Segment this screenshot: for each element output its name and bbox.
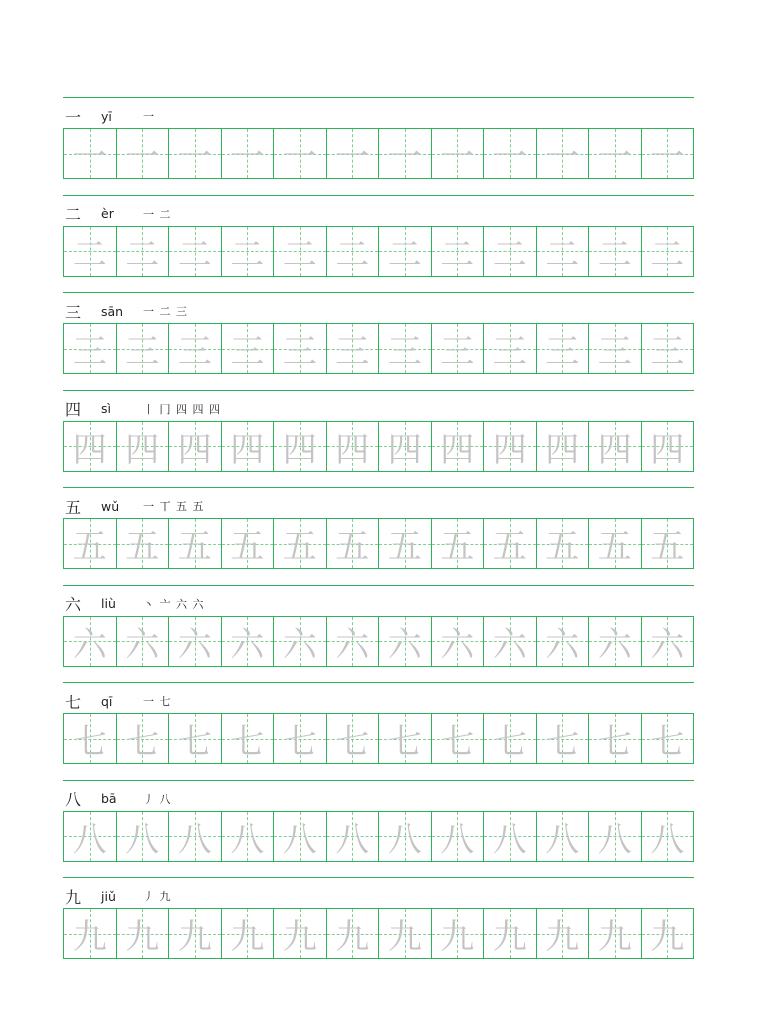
- trace-character: 一: [230, 137, 265, 177]
- tian-zi-cell[interactable]: [222, 909, 275, 958]
- tian-zi-cell[interactable]: [432, 909, 485, 958]
- trace-character: 五: [72, 527, 107, 567]
- trace-character: 二: [387, 234, 422, 275]
- row-separator-line: [63, 780, 694, 781]
- trace-character: 七: [545, 722, 580, 762]
- tian-zi-cell[interactable]: [117, 714, 170, 763]
- tian-zi-cell[interactable]: [432, 129, 485, 178]
- tian-zi-cell[interactable]: [589, 422, 642, 471]
- practice-row: [63, 585, 694, 683]
- trace-character: 五: [545, 527, 580, 567]
- trace-character: 九: [387, 917, 422, 957]
- tian-zi-cell[interactable]: [589, 129, 642, 178]
- tian-zi-cell[interactable]: [64, 519, 117, 568]
- tracing-grid: [63, 908, 694, 959]
- tian-zi-cell[interactable]: [327, 812, 380, 861]
- character-label: 二: [65, 205, 82, 224]
- tian-zi-cell[interactable]: [222, 227, 275, 276]
- tian-zi-cell[interactable]: [274, 519, 327, 568]
- tian-zi-cell[interactable]: [169, 519, 222, 568]
- trace-character: 五: [650, 527, 685, 567]
- stroke-order-label: 一 二: [143, 207, 172, 221]
- row-separator-line: [63, 487, 694, 488]
- trace-character: 九: [125, 917, 160, 957]
- row-separator-line: [63, 97, 694, 98]
- tracing-grid: [63, 226, 694, 277]
- tian-zi-cell[interactable]: [222, 422, 275, 471]
- practice-row: [63, 487, 694, 585]
- trace-character: 九: [230, 917, 265, 957]
- row-header: [65, 300, 188, 322]
- tian-zi-cell[interactable]: [169, 714, 222, 763]
- trace-character: 三: [230, 332, 265, 372]
- trace-character: 三: [335, 332, 370, 372]
- tian-zi-cell[interactable]: [379, 714, 432, 763]
- tian-zi-cell[interactable]: [64, 324, 117, 373]
- character-label: 四: [65, 400, 82, 419]
- tian-zi-cell[interactable]: [117, 909, 170, 958]
- trace-character: 二: [492, 234, 527, 275]
- trace-character: 七: [125, 722, 160, 762]
- tian-zi-cell[interactable]: [484, 324, 537, 373]
- tian-zi-cell[interactable]: [537, 129, 590, 178]
- trace-character: 六: [650, 624, 685, 665]
- tian-zi-cell[interactable]: [484, 519, 537, 568]
- trace-character: 四: [650, 429, 685, 470]
- tian-zi-cell[interactable]: [327, 714, 380, 763]
- tian-zi-cell[interactable]: [274, 714, 327, 763]
- row-separator-line: [63, 195, 694, 196]
- tian-zi-cell[interactable]: [589, 519, 642, 568]
- trace-character: 六: [177, 624, 212, 665]
- tian-zi-cell[interactable]: [169, 812, 222, 861]
- tian-zi-cell[interactable]: [379, 519, 432, 568]
- trace-character: 七: [492, 722, 527, 762]
- trace-character: 七: [387, 722, 422, 762]
- stroke-order-label: 一: [143, 110, 155, 123]
- tian-zi-cell[interactable]: [64, 227, 117, 276]
- tian-zi-cell[interactable]: [327, 519, 380, 568]
- trace-character: 七: [597, 722, 632, 762]
- character-label: 七: [65, 692, 82, 712]
- row-separator-line: [63, 682, 694, 683]
- trace-character: 六: [492, 624, 527, 665]
- tian-zi-cell[interactable]: [274, 422, 327, 471]
- trace-character: 三: [72, 332, 107, 372]
- tracing-grid: [63, 713, 694, 764]
- tian-zi-cell[interactable]: [589, 227, 642, 276]
- trace-character: 六: [125, 624, 160, 665]
- pinyin-label: wǔ: [101, 498, 120, 514]
- practice-row: [63, 780, 694, 878]
- pinyin-label: bā: [101, 791, 117, 806]
- trace-character: 一: [492, 137, 527, 177]
- trace-character: 五: [387, 527, 422, 567]
- tian-zi-cell[interactable]: [327, 617, 380, 666]
- tian-zi-cell[interactable]: [379, 227, 432, 276]
- tian-zi-cell[interactable]: [537, 422, 590, 471]
- tian-zi-cell[interactable]: [642, 422, 694, 471]
- trace-character: 九: [177, 917, 212, 957]
- trace-character: 二: [650, 234, 685, 275]
- trace-character: 八: [282, 819, 317, 860]
- trace-character: 四: [387, 429, 422, 470]
- tian-zi-cell[interactable]: [222, 129, 275, 178]
- tian-zi-cell[interactable]: [379, 617, 432, 666]
- row-separator-line: [63, 585, 694, 586]
- tian-zi-cell[interactable]: [379, 129, 432, 178]
- trace-character: 九: [335, 917, 370, 957]
- tian-zi-cell[interactable]: [589, 617, 642, 666]
- trace-character: 五: [125, 527, 160, 567]
- stroke-order-label: 丿 九: [143, 890, 172, 903]
- character-label: 六: [65, 595, 82, 614]
- trace-character: 一: [282, 137, 317, 177]
- row-separator-line: [63, 877, 694, 878]
- trace-character: 二: [545, 234, 580, 275]
- trace-character: 八: [335, 819, 370, 860]
- trace-character: 六: [230, 624, 265, 665]
- tian-zi-cell[interactable]: [117, 324, 170, 373]
- trace-character: 八: [440, 819, 475, 860]
- trace-character: 六: [545, 624, 580, 665]
- tian-zi-cell[interactable]: [589, 812, 642, 861]
- tian-zi-cell[interactable]: [327, 422, 380, 471]
- tian-zi-cell[interactable]: [64, 129, 117, 178]
- trace-character: 二: [335, 234, 370, 275]
- tian-zi-cell[interactable]: [117, 617, 170, 666]
- practice-row: [63, 97, 694, 195]
- tian-zi-cell[interactable]: [537, 909, 590, 958]
- tian-zi-cell[interactable]: [642, 129, 694, 178]
- tian-zi-cell[interactable]: [484, 227, 537, 276]
- tian-zi-cell[interactable]: [642, 812, 694, 861]
- practice-row: [63, 877, 694, 975]
- pinyin-label: èr: [101, 206, 114, 221]
- pinyin-label: qī: [101, 693, 113, 709]
- tian-zi-cell[interactable]: [537, 227, 590, 276]
- tian-zi-cell[interactable]: [379, 909, 432, 958]
- tian-zi-cell[interactable]: [432, 227, 485, 276]
- trace-character: 一: [335, 137, 370, 177]
- trace-character: 三: [650, 332, 685, 372]
- character-label: 一: [65, 107, 82, 127]
- trace-character: 八: [492, 819, 527, 860]
- trace-character: 九: [282, 917, 317, 957]
- trace-character: 六: [282, 624, 317, 665]
- trace-character: 一: [177, 137, 212, 177]
- tian-zi-cell[interactable]: [64, 812, 117, 861]
- trace-character: 五: [597, 527, 632, 567]
- row-separator-line: [63, 292, 694, 293]
- trace-character: 四: [230, 429, 265, 470]
- pinyin-label: jiǔ: [101, 888, 116, 904]
- pinyin-label: sān: [101, 303, 124, 319]
- trace-character: 八: [545, 819, 580, 860]
- practice-row: [63, 682, 694, 780]
- tian-zi-cell[interactable]: [117, 812, 170, 861]
- tian-zi-cell[interactable]: [222, 714, 275, 763]
- practice-sheet: [63, 97, 694, 975]
- tian-zi-cell[interactable]: [327, 324, 380, 373]
- trace-character: 三: [597, 332, 632, 372]
- row-header: [65, 105, 155, 127]
- trace-character: 九: [597, 917, 632, 957]
- tian-zi-cell[interactable]: [642, 617, 694, 666]
- tian-zi-cell[interactable]: [274, 909, 327, 958]
- practice-row: [63, 292, 694, 390]
- tian-zi-cell[interactable]: [537, 714, 590, 763]
- tracing-grid: [63, 128, 694, 179]
- trace-character: 四: [177, 429, 212, 470]
- tian-zi-cell[interactable]: [642, 227, 694, 276]
- tian-zi-cell[interactable]: [169, 422, 222, 471]
- trace-character: 六: [387, 624, 422, 665]
- stroke-order-label: 丿 八: [143, 792, 172, 806]
- trace-character: 七: [72, 722, 107, 762]
- tian-zi-cell[interactable]: [589, 324, 642, 373]
- tian-zi-cell[interactable]: [222, 519, 275, 568]
- practice-row: [63, 390, 694, 488]
- trace-character: 九: [650, 917, 685, 957]
- trace-character: 九: [440, 917, 475, 957]
- row-header: [65, 398, 221, 420]
- tian-zi-cell[interactable]: [64, 909, 117, 958]
- stroke-order-label: 一 二 三: [143, 305, 188, 318]
- trace-character: 一: [597, 137, 632, 177]
- tian-zi-cell[interactable]: [64, 714, 117, 763]
- character-label: 三: [65, 302, 82, 322]
- trace-character: 六: [597, 624, 632, 665]
- trace-character: 三: [440, 332, 475, 372]
- tian-zi-cell[interactable]: [537, 812, 590, 861]
- tracing-grid: [63, 421, 694, 472]
- trace-character: 八: [125, 819, 160, 860]
- tian-zi-cell[interactable]: [274, 617, 327, 666]
- trace-character: 六: [72, 624, 107, 665]
- tian-zi-cell[interactable]: [117, 519, 170, 568]
- tian-zi-cell[interactable]: [432, 812, 485, 861]
- trace-character: 七: [282, 722, 317, 762]
- trace-character: 二: [597, 234, 632, 275]
- trace-character: 二: [230, 234, 265, 275]
- stroke-order-label: 丶 亠 六 六: [143, 597, 205, 611]
- trace-character: 一: [545, 137, 580, 177]
- character-label: 八: [65, 790, 82, 809]
- trace-character: 五: [230, 527, 265, 567]
- tian-zi-cell[interactable]: [432, 617, 485, 666]
- trace-character: 二: [177, 234, 212, 275]
- tian-zi-cell[interactable]: [642, 714, 694, 763]
- tian-zi-cell[interactable]: [117, 422, 170, 471]
- trace-character: 一: [387, 137, 422, 177]
- character-label: 九: [65, 887, 82, 907]
- trace-character: 六: [440, 624, 475, 665]
- tian-zi-cell[interactable]: [327, 129, 380, 178]
- row-header: [65, 690, 172, 712]
- trace-character: 五: [177, 527, 212, 567]
- tian-zi-cell[interactable]: [484, 812, 537, 861]
- practice-row: [63, 195, 694, 293]
- tian-zi-cell[interactable]: [432, 324, 485, 373]
- trace-character: 八: [177, 819, 212, 860]
- tian-zi-cell[interactable]: [432, 422, 485, 471]
- trace-character: 五: [335, 527, 370, 567]
- trace-character: 二: [72, 234, 107, 275]
- trace-character: 九: [545, 917, 580, 957]
- tracing-grid: [63, 323, 694, 374]
- trace-character: 七: [177, 722, 212, 762]
- trace-character: 五: [440, 527, 475, 567]
- tian-zi-cell[interactable]: [484, 714, 537, 763]
- tian-zi-cell[interactable]: [537, 324, 590, 373]
- row-header: [65, 495, 205, 517]
- tian-zi-cell[interactable]: [379, 812, 432, 861]
- trace-character: 四: [492, 429, 527, 470]
- tian-zi-cell[interactable]: [222, 812, 275, 861]
- trace-character: 四: [597, 429, 632, 470]
- row-separator-line: [63, 390, 694, 391]
- tian-zi-cell[interactable]: [484, 422, 537, 471]
- tian-zi-cell[interactable]: [274, 227, 327, 276]
- tian-zi-cell[interactable]: [169, 324, 222, 373]
- tian-zi-cell[interactable]: [642, 909, 694, 958]
- trace-character: 八: [650, 819, 685, 860]
- stroke-order-label: 一 丅 五 五: [143, 500, 205, 513]
- tian-zi-cell[interactable]: [537, 617, 590, 666]
- tian-zi-cell[interactable]: [537, 519, 590, 568]
- tian-zi-cell[interactable]: [484, 617, 537, 666]
- trace-character: 四: [545, 429, 580, 470]
- tian-zi-cell[interactable]: [432, 519, 485, 568]
- tian-zi-cell[interactable]: [379, 422, 432, 471]
- trace-character: 一: [72, 137, 107, 177]
- row-header: [65, 593, 205, 615]
- row-header: [65, 203, 172, 225]
- trace-character: 三: [545, 332, 580, 372]
- trace-character: 五: [282, 527, 317, 567]
- tian-zi-cell[interactable]: [642, 324, 694, 373]
- tian-zi-cell[interactable]: [169, 909, 222, 958]
- trace-character: 六: [335, 624, 370, 665]
- trace-character: 三: [177, 332, 212, 372]
- row-header: [65, 885, 172, 907]
- trace-character: 四: [72, 429, 107, 470]
- tian-zi-cell[interactable]: [222, 617, 275, 666]
- tian-zi-cell[interactable]: [117, 129, 170, 178]
- trace-character: 一: [650, 137, 685, 177]
- tian-zi-cell[interactable]: [169, 129, 222, 178]
- tian-zi-cell[interactable]: [327, 227, 380, 276]
- tian-zi-cell[interactable]: [117, 227, 170, 276]
- trace-character: 七: [650, 722, 685, 762]
- tian-zi-cell[interactable]: [169, 617, 222, 666]
- trace-character: 二: [440, 234, 475, 275]
- row-header: [65, 788, 172, 810]
- tian-zi-cell[interactable]: [642, 519, 694, 568]
- tian-zi-cell[interactable]: [64, 617, 117, 666]
- tian-zi-cell[interactable]: [169, 227, 222, 276]
- tian-zi-cell[interactable]: [589, 714, 642, 763]
- tian-zi-cell[interactable]: [274, 129, 327, 178]
- trace-character: 三: [492, 332, 527, 372]
- trace-character: 二: [125, 234, 160, 275]
- trace-character: 三: [282, 332, 317, 372]
- tian-zi-cell[interactable]: [379, 324, 432, 373]
- pinyin-label: liù: [101, 596, 116, 611]
- trace-character: 七: [230, 722, 265, 762]
- trace-character: 八: [387, 819, 422, 860]
- trace-character: 四: [440, 429, 475, 470]
- pinyin-label: sì: [101, 401, 111, 416]
- trace-character: 四: [125, 429, 160, 470]
- tian-zi-cell[interactable]: [589, 909, 642, 958]
- tracing-grid: [63, 518, 694, 569]
- pinyin-label: yī: [101, 108, 112, 124]
- trace-character: 三: [387, 332, 422, 372]
- trace-character: 四: [282, 429, 317, 470]
- trace-character: 一: [440, 137, 475, 177]
- trace-character: 八: [230, 819, 265, 860]
- character-label: 五: [65, 497, 82, 517]
- trace-character: 五: [492, 527, 527, 567]
- trace-character: 二: [282, 234, 317, 275]
- trace-character: 三: [125, 332, 160, 372]
- trace-character: 八: [597, 819, 632, 860]
- tracing-grid: [63, 616, 694, 667]
- tian-zi-cell[interactable]: [484, 909, 537, 958]
- trace-character: 九: [72, 917, 107, 957]
- tracing-grid: [63, 811, 694, 862]
- trace-character: 七: [440, 722, 475, 762]
- trace-character: 七: [335, 722, 370, 762]
- tian-zi-cell[interactable]: [64, 422, 117, 471]
- trace-character: 一: [125, 137, 160, 177]
- tian-zi-cell[interactable]: [274, 812, 327, 861]
- tian-zi-cell[interactable]: [274, 324, 327, 373]
- stroke-order-label: 一 七: [143, 695, 172, 708]
- tian-zi-cell[interactable]: [432, 714, 485, 763]
- trace-character: 九: [492, 917, 527, 957]
- tian-zi-cell[interactable]: [327, 909, 380, 958]
- tian-zi-cell[interactable]: [222, 324, 275, 373]
- tian-zi-cell[interactable]: [484, 129, 537, 178]
- trace-character: 八: [72, 819, 107, 860]
- trace-character: 四: [335, 429, 370, 470]
- stroke-order-label: 丨 冂 四 四 四: [143, 402, 221, 416]
